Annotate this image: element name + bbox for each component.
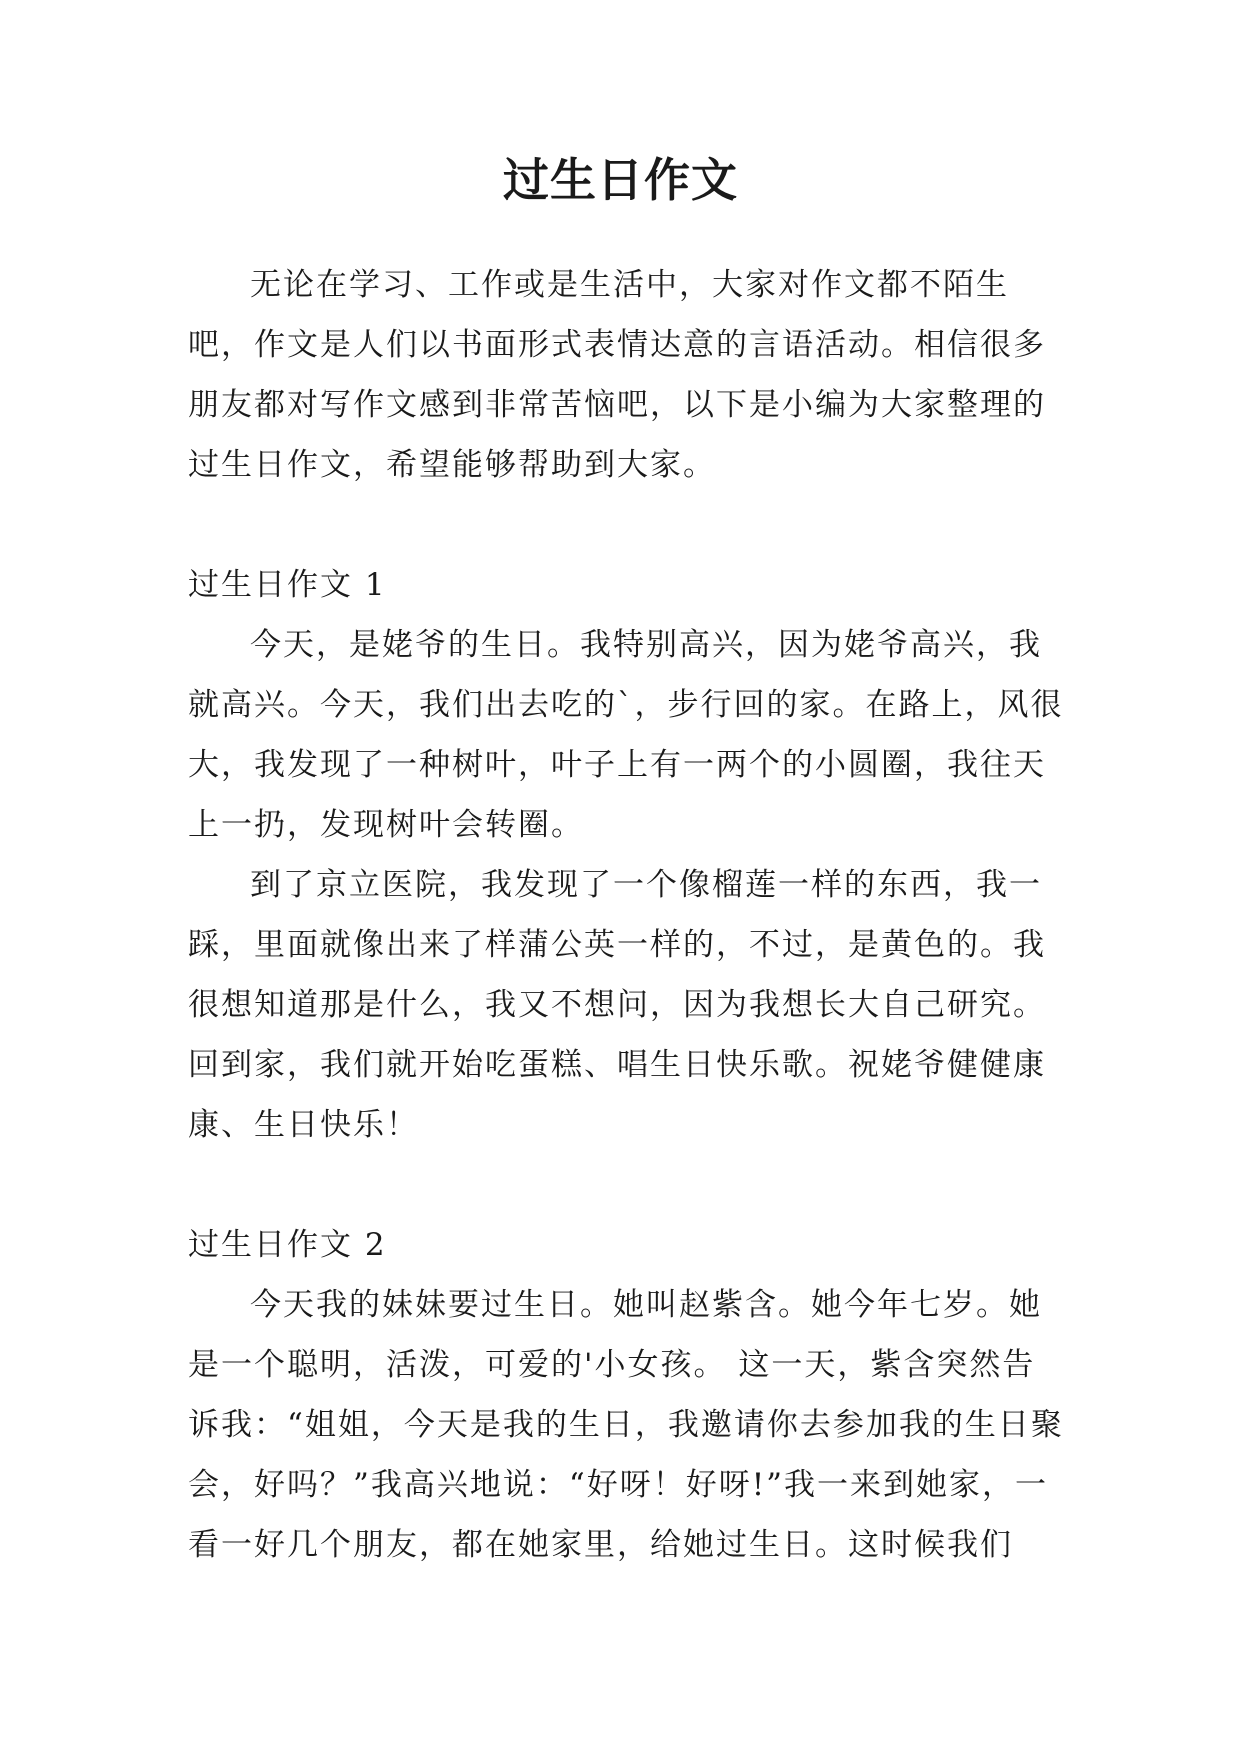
spacer [188, 495, 1068, 555]
section-1-heading: 过生日作文 1 [188, 567, 387, 603]
section-2-paragraph-1: 今天我的妹妹要过生日。她叫赵紫含。她今年七岁。她是一个聪明，活泼，可爱的'小女孩。 这一天，紫含突然告诉我：“姐姐，今天是我的生日，我邀请你去参加我的生日聚会，好吗？”我高兴地说：“好呀！好呀!”我一来到她家，一看一好几个朋友，都在她家里，给她过生日。这时候我们 [188, 1287, 1064, 1563]
document-title: 过生日作文 [503, 153, 738, 207]
section-2-heading: 过生日作文 2 [188, 1227, 387, 1263]
document-body [188, 255, 1068, 1575]
section-1-paragraph-1: 今天，是姥爷的生日。我特别高兴，因为姥爷高兴，我就高兴。今天，我们出去吃的`，步行回的家。在路上，风很大，我发现了一种树叶，叶子上有一两个的小圆圈，我往天上一扔，发现树叶会转圈。 [188, 627, 1064, 843]
spacer [188, 1155, 1068, 1215]
section-1-paragraph-2: 到了京立医院，我发现了一个像榴莲一样的东西，我一踩，里面就像出来了样蒲公英一样的，不过，是黄色的。我很想知道那是什么，我又不想问，因为我想长大自己研究。回到家，我们就开始吃蛋糕、唱生日快乐歌。祝姥爷健健康康、生日快乐！ [188, 867, 1046, 1143]
intro-paragraph: 无论在学习、工作或是生活中，大家对作文都不陌生吧，作文是人们以书面形式表情达意的言语活动。相信很多朋友都对写作文感到非常苦恼吧，以下是小编为大家整理的过生日作文，希望能够帮助到大家。 [188, 267, 1046, 483]
